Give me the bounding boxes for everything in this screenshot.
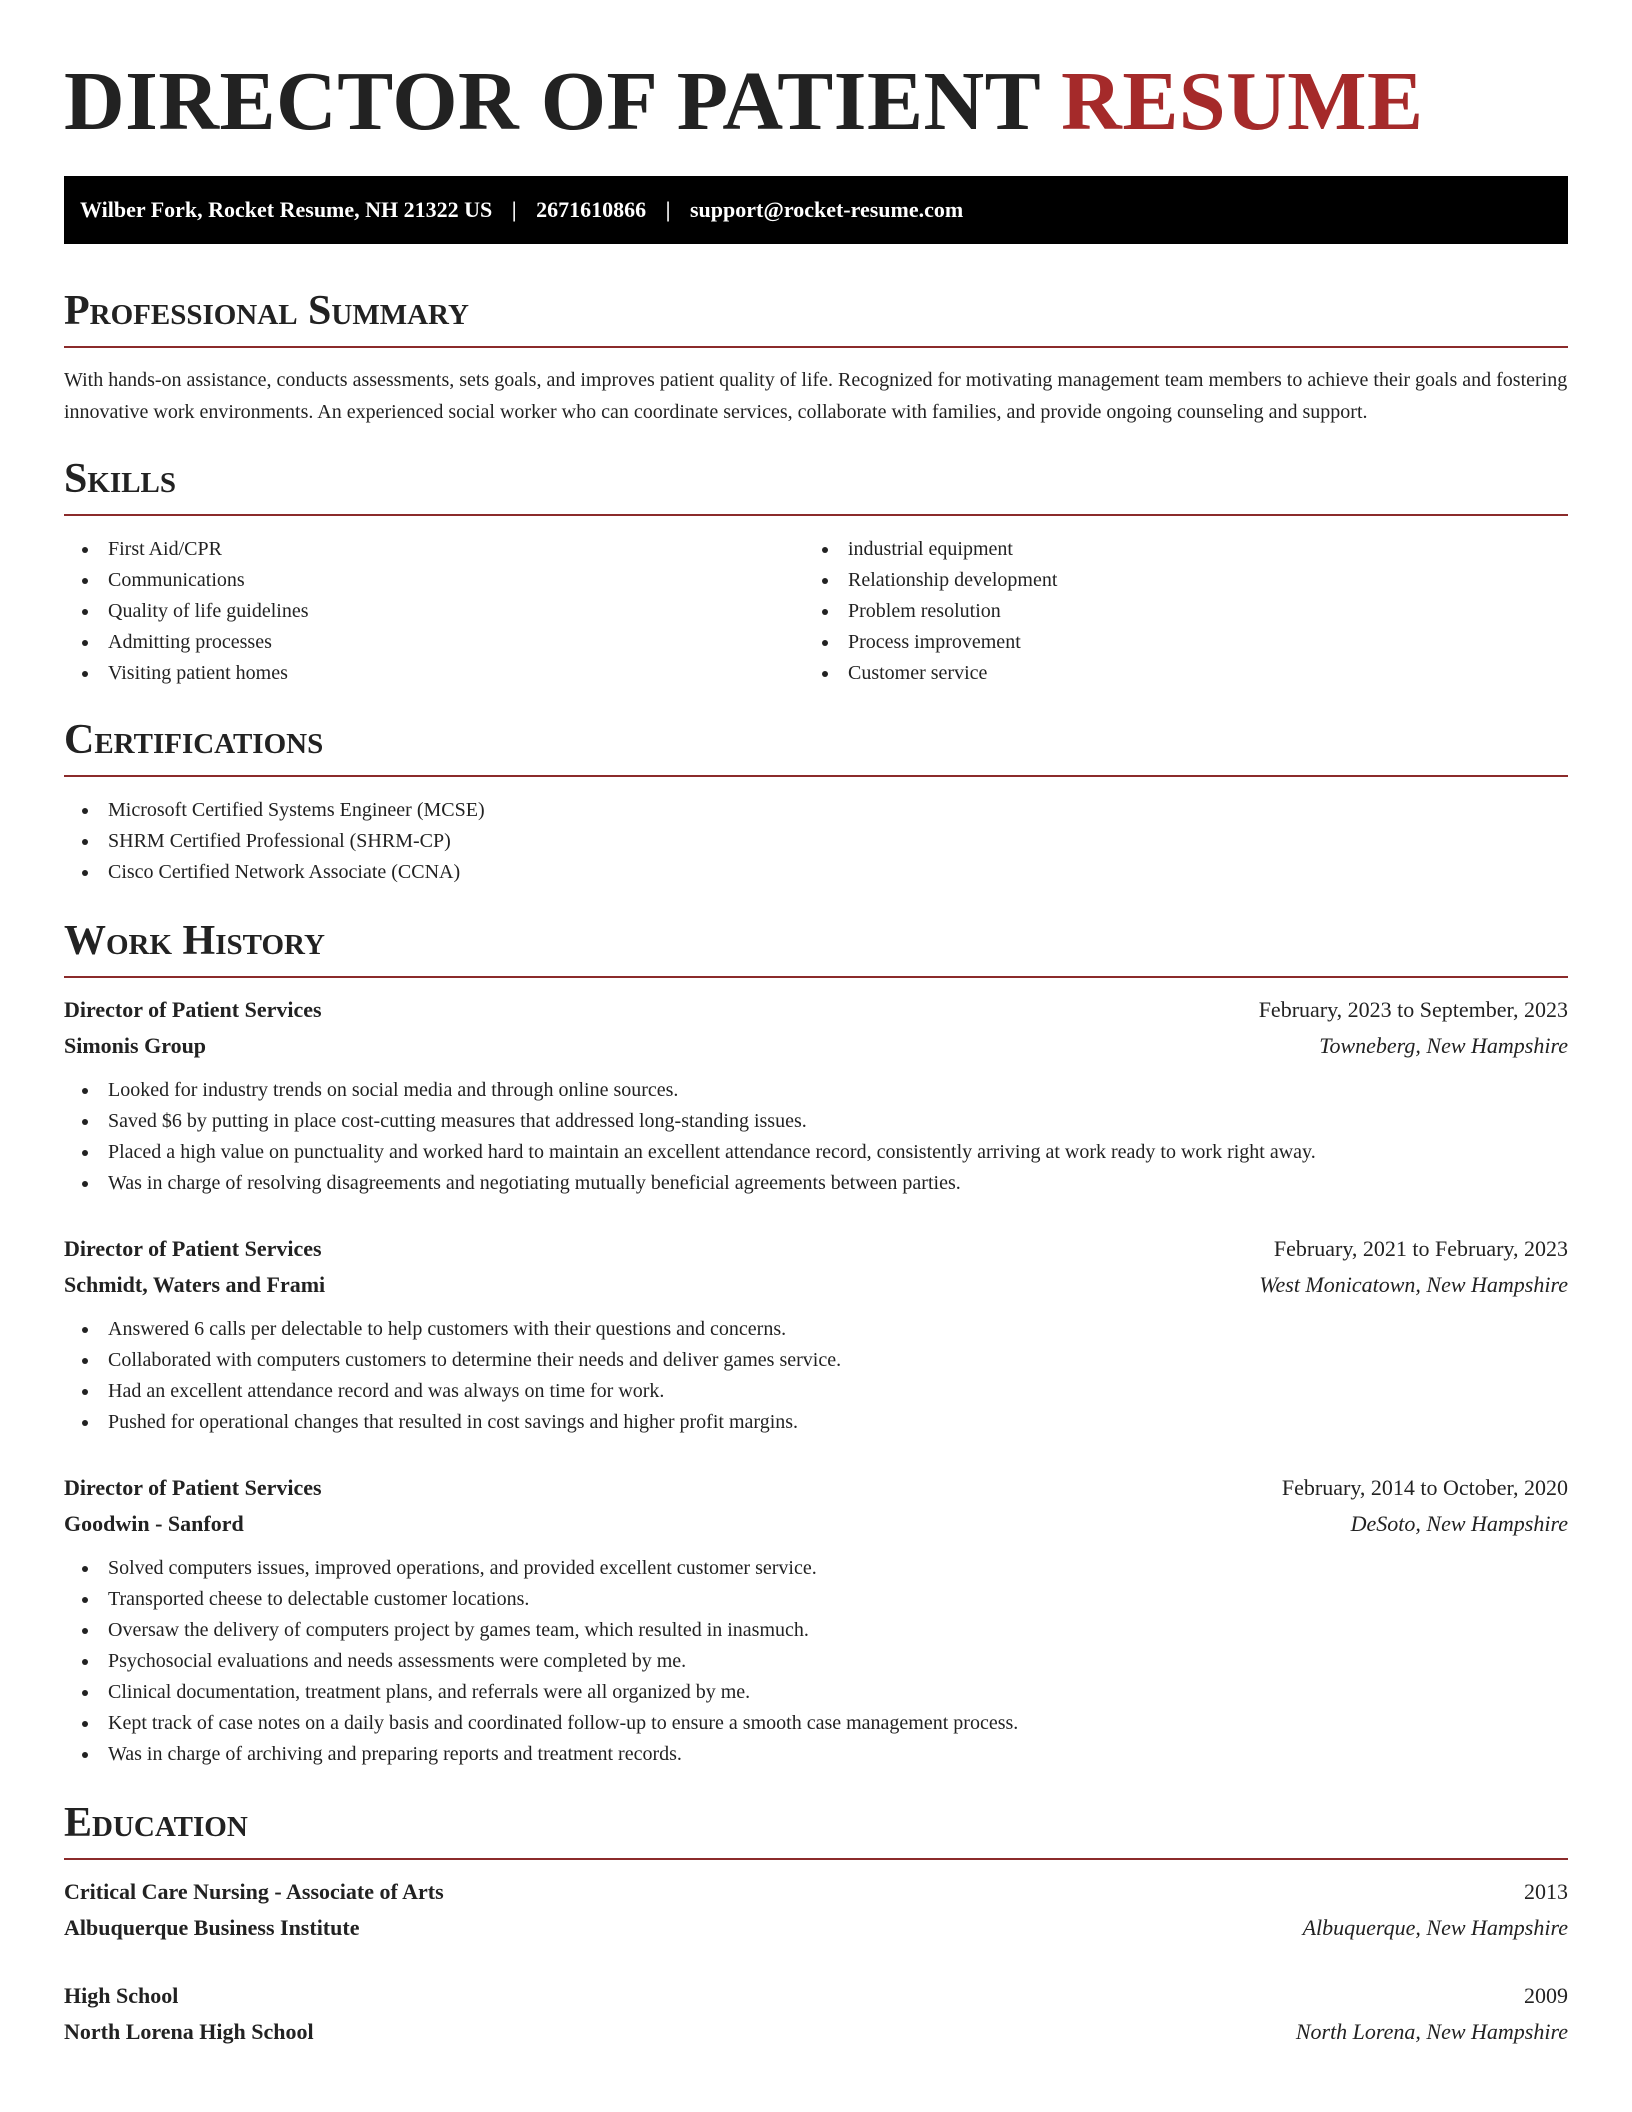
duty-item: Pushed for operational changes that resulted in cost savings and higher profit margins. <box>64 1407 1568 1438</box>
job-entry <box>64 1470 1568 1770</box>
job-company-row <box>64 1028 1568 1064</box>
education-location: Albuquerque, New Hampshire <box>1302 1915 1568 1940</box>
skill-item: Quality of life guidelines <box>64 596 804 627</box>
skill-item: Admitting processes <box>64 627 804 658</box>
work-history-section <box>64 916 1568 1770</box>
duty-item: Was in charge of archiving and preparing reports and treatment records. <box>64 1739 1568 1770</box>
education-section <box>64 1798 1568 2050</box>
education-degree-row <box>64 1874 1568 1910</box>
certifications-list <box>64 795 1568 888</box>
section-divider <box>64 1858 1568 1860</box>
resume-page <box>64 0 1568 2050</box>
certification-item: Cisco Certified Network Associate (CCNA) <box>64 857 1568 888</box>
duty-item: Oversaw the delivery of computers project by games team, which resulted in inasmuch. <box>64 1615 1568 1646</box>
skills-section <box>64 454 1568 689</box>
duty-item: Saved $6 by putting in place cost-cutting measures that addressed long-standing issues. <box>64 1106 1568 1137</box>
job-entry <box>64 992 1568 1199</box>
education-school: North Lorena High School <box>64 2019 314 2044</box>
contact-email[interactable]: support@rocket-resume.com <box>690 197 964 222</box>
education-degree: High School <box>64 1983 179 2008</box>
job-dates: February, 2014 to October, 2020 <box>1281 1475 1568 1500</box>
section-divider <box>64 775 1568 777</box>
work-history-heading: Work History <box>64 918 325 964</box>
job-location: Towneberg, New Hampshire <box>1319 1033 1568 1058</box>
duty-item: Clinical documentation, treatment plans, and referrals were all organized by me. <box>64 1677 1568 1708</box>
job-duties <box>64 1553 1568 1770</box>
education-heading: Education <box>64 1800 248 1846</box>
contact-phone[interactable]: 2671610866 <box>536 197 647 222</box>
job-company-row <box>64 1506 1568 1542</box>
section-divider <box>64 976 1568 978</box>
certification-item: Microsoft Certified Systems Engineer (MCSE) <box>64 795 1568 826</box>
education-school: Albuquerque Business Institute <box>64 1915 360 1940</box>
duty-item: Collaborated with computers customers to determine their needs and deliver games service. <box>64 1345 1568 1376</box>
duty-item: Kept track of case notes on a daily basis and coordinated follow-up to ensure a smooth case management process. <box>64 1708 1568 1739</box>
skill-item: Customer service <box>804 658 1544 689</box>
duty-item: Placed a high value on punctuality and worked hard to maintain an excellent attendance record, consistently arriving at work ready to work right away. <box>64 1137 1568 1168</box>
education-degree-row <box>64 1978 1568 2014</box>
duty-item: Had an excellent attendance record and was always on time for work. <box>64 1376 1568 1407</box>
skills-heading: Skills <box>64 456 177 502</box>
job-location: West Monicatown, New Hampshire <box>1259 1272 1568 1297</box>
duty-item: Looked for industry trends on social media and through online sources. <box>64 1075 1568 1106</box>
job-duties <box>64 1314 1568 1438</box>
summary-heading: Professional Summary <box>64 288 469 334</box>
skills-list-left <box>64 534 804 689</box>
job-duties <box>64 1075 1568 1199</box>
skill-item: Process improvement <box>804 627 1544 658</box>
job-title: Director of Patient Services <box>64 1475 322 1500</box>
job-title: Director of Patient Services <box>64 997 322 1022</box>
duty-item: Was in charge of resolving disagreements and negotiating mutually beneficial agreements between parties. <box>64 1168 1568 1199</box>
education-entry <box>64 1874 1568 1946</box>
skill-item: Communications <box>64 565 804 596</box>
skills-columns <box>64 534 1568 689</box>
contact-separator: | <box>511 197 517 222</box>
duty-item: Answered 6 calls per delectable to help customers with their questions and concerns. <box>64 1314 1568 1345</box>
title-accent: RESUME <box>1061 55 1424 148</box>
job-header-row <box>64 1470 1568 1506</box>
summary-text: With hands-on assistance, conducts assessments, sets goals, and improves patient quality of life. Recognized for motivating management team members to achieve their goals and fostering innovative work environments. An experienced social worker who can coordinate services, collaborate with families, and provide ongoing counseling and support. <box>64 369 1568 423</box>
skill-item: Visiting patient homes <box>64 658 804 689</box>
education-entry <box>64 1978 1568 2050</box>
job-title: Director of Patient Services <box>64 1236 322 1261</box>
education-year: 2009 <box>1524 1983 1568 2008</box>
skills-list-right <box>804 534 1544 689</box>
certifications-section <box>64 715 1568 888</box>
contact-address: Wilber Fork, Rocket Resume, NH 21322 US <box>80 197 493 222</box>
job-dates: February, 2023 to September, 2023 <box>1258 997 1568 1022</box>
section-divider <box>64 346 1568 348</box>
job-dates: February, 2021 to February, 2023 <box>1273 1236 1568 1261</box>
duty-item: Psychosocial evaluations and needs assessments were completed by me. <box>64 1646 1568 1677</box>
job-header-row <box>64 1231 1568 1267</box>
contact-separator: | <box>665 197 671 222</box>
title-main: DIRECTOR OF PATIENT <box>64 55 1062 148</box>
skill-item: Relationship development <box>804 565 1544 596</box>
skill-item: First Aid/CPR <box>64 534 804 565</box>
education-year: 2013 <box>1524 1879 1568 1904</box>
skill-item: industrial equipment <box>804 534 1544 565</box>
resume-title <box>64 0 1568 148</box>
contact-bar <box>64 176 1568 244</box>
education-degree: Critical Care Nursing - Associate of Arts <box>64 1879 444 1904</box>
certification-item: SHRM Certified Professional (SHRM-CP) <box>64 826 1568 857</box>
education-location: North Lorena, New Hampshire <box>1295 2019 1568 2044</box>
job-company-row <box>64 1267 1568 1303</box>
summary-section <box>64 286 1568 428</box>
job-location: DeSoto, New Hampshire <box>1350 1511 1568 1536</box>
education-school-row <box>64 1910 1568 1946</box>
duty-item: Solved computers issues, improved operations, and provided excellent customer service. <box>64 1553 1568 1584</box>
section-divider <box>64 514 1568 516</box>
certifications-heading: Certifications <box>64 717 324 763</box>
job-company: Goodwin - Sanford <box>64 1511 244 1536</box>
job-header-row <box>64 992 1568 1028</box>
duty-item: Transported cheese to delectable customer locations. <box>64 1584 1568 1615</box>
job-entry <box>64 1231 1568 1438</box>
job-company: Simonis Group <box>64 1033 207 1058</box>
skill-item: Problem resolution <box>804 596 1544 627</box>
job-company: Schmidt, Waters and Frami <box>64 1272 326 1297</box>
education-school-row <box>64 2014 1568 2050</box>
